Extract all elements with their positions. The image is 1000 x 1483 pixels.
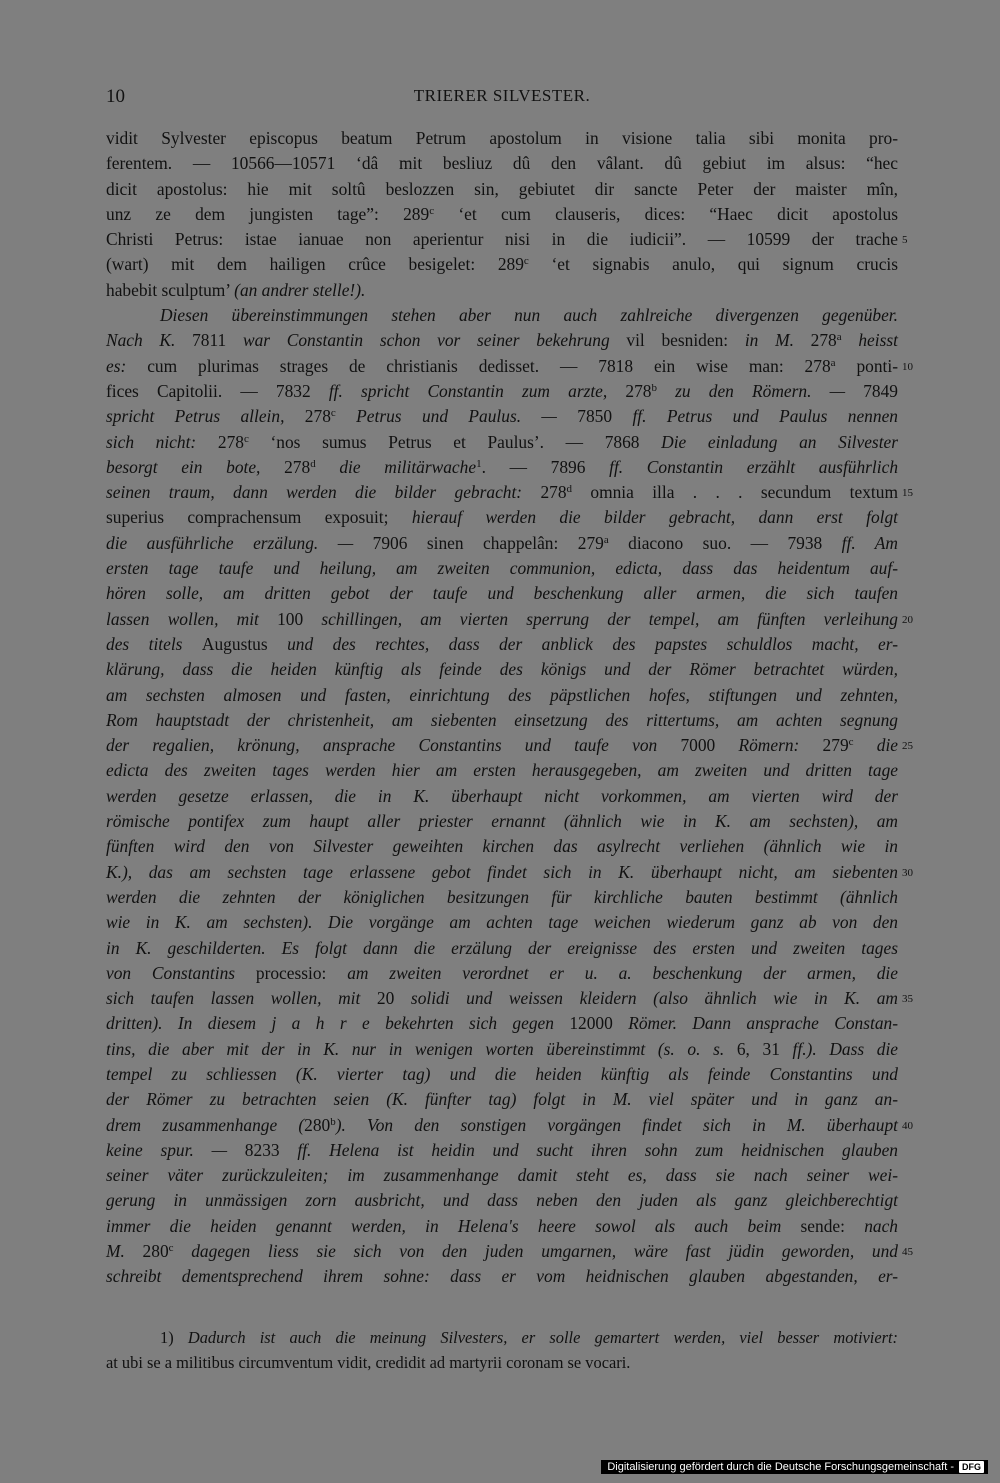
text-run: 20 <box>376 988 411 1009</box>
text-run: ff. Am <box>841 532 898 553</box>
text-line <box>106 303 898 328</box>
text-run: vil besniden: <box>626 330 745 351</box>
text-run: ff. Helena ist heidin und sucht ihren sohn zum heidnischen glauben <box>297 1139 898 1160</box>
superscript: c <box>848 736 854 749</box>
text-run: ff. spricht Constantin zum arzte, <box>328 380 626 401</box>
text-run: die <box>853 735 898 756</box>
text-line <box>106 834 898 859</box>
superscript: c <box>429 204 435 217</box>
text-run: die militärwache <box>315 456 477 477</box>
text-run: edicta des zweiten tages werden hier am ersten herausgegeben, am zweiten und dritten tage <box>106 760 898 781</box>
text-run: werden gesetze erlassen, die in K. überhaupt nicht vorkommen, am vierten wird der <box>106 785 898 806</box>
text-run: zu den Römern. — <box>657 380 864 401</box>
text-run: 7000 <box>680 735 739 756</box>
text-run: sich taufen lassen wollen, mit <box>106 988 377 1009</box>
text-line <box>106 809 898 834</box>
text-line <box>106 505 898 530</box>
text-run: (an andrer stelle!). <box>234 279 366 300</box>
line-number: 35 <box>902 993 913 1006</box>
text-run: unz ze dem jungisten tage”: 289 <box>106 203 430 224</box>
text-run: cum plurimas strages de christianis dedisset. — 7818 ein wise man: 278 <box>147 355 831 376</box>
text-run: 6, 31 <box>736 1038 793 1059</box>
text-run: am zweiten verordnet er u. a. beschenkung der armen, die <box>347 962 898 983</box>
superscript: c <box>243 432 249 445</box>
line-number: 25 <box>902 740 913 753</box>
text-line <box>106 1239 898 1264</box>
text-run: Nach K. <box>106 330 193 351</box>
text-line <box>106 278 898 303</box>
text-run: ff. Constantin erzählt ausführlich <box>609 456 899 477</box>
text-run: 7811 <box>192 330 243 351</box>
text-line <box>106 430 898 455</box>
text-run: at ubi se a militibus circumventum vidit, credidit ad martyrii coronam se vocari. <box>106 1353 631 1372</box>
text-run: lassen wollen, mit <box>106 608 278 629</box>
text-line <box>106 1214 898 1239</box>
text-run: ‘et signabis anulo, qui signum crucis <box>528 254 899 275</box>
text-run: ersten tage taufe und heilung, am zweiten communion, edicta, dass das heidentum auf- <box>106 558 898 579</box>
text-line <box>106 531 898 556</box>
text-line <box>106 784 898 809</box>
text-run: und des rechtes, dass der anblick des papstes schuldlos macht, er- <box>287 633 898 654</box>
text-run: vidit Sylvester episcopus beatum Petrum apostolum in visione talia sibi monita pro- <box>106 128 898 148</box>
text-run: ). Von den sonstigen vorgängen findet sich in M. überhaupt <box>335 1114 898 1135</box>
text-run: es: <box>106 355 148 376</box>
text-run: von Constantins <box>106 962 256 983</box>
line-number: 15 <box>902 487 913 500</box>
text-run: Petrus und Paulus. — <box>335 406 578 427</box>
text-run: 7849 <box>863 380 898 401</box>
text-line <box>106 885 898 910</box>
superscript: c <box>330 407 336 420</box>
text-run: diacono suo. — 7938 <box>608 532 842 553</box>
page-header <box>106 86 898 110</box>
footnote-line <box>106 1325 898 1350</box>
line-number: 45 <box>902 1246 913 1259</box>
text-line <box>106 1113 898 1138</box>
text-line <box>106 683 898 708</box>
text-line <box>106 910 898 935</box>
digitization-credit <box>601 1460 988 1474</box>
text-run: M. <box>106 1241 143 1262</box>
text-run: am sechsten almosen und fasten, einrichtung des päpstlichen hofes, stiftungen und zehnten, <box>106 684 898 705</box>
text-run: Christi Petrus: istae ianuae non aperientur nisi in die iudicii”. — 10599 der trache <box>106 229 898 250</box>
text-run: dritten). In diesem j a h r e bekehrten sich gegen <box>106 1013 570 1034</box>
text-run: sich nicht: <box>106 431 218 452</box>
text-run: immer die heiden genannt werden, in Helena's heere sowol als auch beim <box>106 1215 801 1236</box>
text-run: 8233 <box>244 1139 298 1160</box>
text-run: ‘et cum clauseris, dices: “Haec dicit apostolus <box>434 203 899 224</box>
text-run: der regalien, krönung, ansprache Constantins und taufe von <box>106 735 681 756</box>
text-run: keine spur. — <box>106 1139 245 1160</box>
dfg-logo: DFG <box>959 1461 984 1473</box>
footnotes <box>106 1325 898 1375</box>
text-run: gerung in unmässigen zorn ausbricht, und dass neben den juden als ganz gleichberechtigt <box>106 1190 898 1211</box>
text-run: in M. <box>744 330 811 351</box>
text-run: habebit sculptum’ <box>106 279 235 300</box>
superscript: b <box>651 381 657 394</box>
text-run: war Constantin schon vor seiner bekehrung <box>242 330 627 351</box>
text-run: Augustus <box>201 633 288 654</box>
body-text <box>106 126 898 1290</box>
text-run: 278 <box>810 330 837 351</box>
text-line <box>106 860 898 885</box>
text-line <box>106 936 898 961</box>
text-line <box>106 1264 898 1289</box>
text-run: 280 <box>142 1241 169 1262</box>
text-run: seinen traum, dann werden die bilder gebracht: <box>106 482 541 503</box>
text-line <box>106 1037 898 1062</box>
text-run: ponti- <box>835 355 898 376</box>
text-run: schreibt dementsprechend ihrem sohne: dass er vom heidnischen glauben abgestanden, er- <box>106 1266 898 1287</box>
text-run: dagegen liess sie sich von den juden umgarnen, wäre fast jüdin geworden, und <box>173 1241 898 1262</box>
text-line <box>106 607 898 632</box>
text-line <box>106 986 898 1011</box>
text-run: Dadurch ist auch die meinung Silvesters, er solle gemartert werden, viel besser motiviert: <box>187 1328 898 1347</box>
superscript: d <box>566 483 573 496</box>
text-line <box>106 404 898 429</box>
text-run: in K. geschilderten. Es folgt dann die erzälung der ereignisse des ersten und zweiten tages <box>106 937 898 958</box>
text-run: omnia illa . . . secundum textum <box>572 482 898 503</box>
superscript: c <box>168 1242 174 1255</box>
text-run: sende: <box>800 1215 865 1236</box>
text-run: drem zusammenhange ( <box>106 1114 305 1135</box>
text-run: fices Capitolii. — 7832 <box>106 380 329 401</box>
text-run: nach <box>864 1215 898 1236</box>
text-line <box>106 733 898 758</box>
text-run: der Römer zu betrachten seien (K. fünfter tag) folgt in M. viel später und in ganz an- <box>106 1089 898 1110</box>
text-run: hören solle, am dritten gebot der taufe und beschenkung aller armen, die sich taufen <box>106 583 898 604</box>
text-run: 278 <box>625 380 652 401</box>
text-run: . — 7896 <box>481 456 610 477</box>
text-run: 278 <box>540 482 567 503</box>
text-run: spricht Petrus allein, <box>106 406 305 427</box>
text-run: ff.). Dass die <box>792 1038 898 1059</box>
text-line <box>106 202 898 227</box>
text-run: ferentem. — 10566—10571 ‘dâ mit besliuz dû den vâlant. dû gebiut im alsus: “hec <box>106 153 898 174</box>
text-line <box>106 581 898 606</box>
text-run: 12000 <box>569 1013 629 1034</box>
text-run: 1) <box>160 1328 188 1347</box>
superscript: 1 <box>476 457 482 470</box>
text-line <box>106 126 898 151</box>
text-run: schillingen, am vierten sperrung der tempel, am fünften verleihung <box>321 608 898 629</box>
text-run: 7906 sinen chappelân: 279 <box>372 532 604 553</box>
running-title: TRIERER SILVESTER. <box>413 86 591 105</box>
text-run: hierauf werden die bilder gebracht, dann erst folgt <box>411 507 898 528</box>
text-run: Rom hauptstadt der christenheit, am siebenten einsetzung des rittertums, am achten segnung <box>106 709 898 730</box>
credit-text: Digitalisierung gefördert durch die Deutsche Forschungsgemeinschaft - <box>607 1461 954 1473</box>
text-run: klärung, dass die heiden künftig als feinde des königs und der Römer betrachtet würden, <box>106 659 898 680</box>
text-line <box>106 354 898 379</box>
text-run: ‘nos sumus Petrus et Paulus’. — 7868 <box>248 431 662 452</box>
page-number: 10 <box>106 86 125 107</box>
line-number: 30 <box>902 866 913 879</box>
text-run: (wart) mit dem hailigen crûce besigelet: 289 <box>106 254 524 275</box>
text-line <box>106 177 898 202</box>
text-line <box>106 379 898 404</box>
text-run: Römer. Dann ansprache Constan- <box>628 1013 899 1034</box>
text-run: römische pontifex zum haupt aller priester ernannt (ähnlich wie in K. am sechsten), am <box>106 811 898 832</box>
line-number: 5 <box>902 234 908 247</box>
text-line <box>106 151 898 176</box>
text-run: processio: <box>255 962 348 983</box>
text-run: heisst <box>841 330 898 351</box>
text-run: K.), das am sechsten tage erlassene gebot findet sich in K. überhaupt nicht, am siebenten <box>106 861 898 882</box>
text-line <box>106 252 898 277</box>
line-number: 40 <box>902 1119 913 1132</box>
text-line <box>106 708 898 733</box>
text-run: seiner väter zurückzuleiten; im zusammenhange damit steht es, dass sie nach seiner wei- <box>106 1165 898 1186</box>
text-line <box>106 657 898 682</box>
text-line <box>106 758 898 783</box>
text-run: superius comprachensum exposuit; <box>106 507 412 528</box>
text-run: 278 <box>284 456 311 477</box>
text-line <box>106 1087 898 1112</box>
footnote-line <box>106 1350 898 1375</box>
text-run: die ausführliche erzälung. — <box>106 532 373 553</box>
text-run: tins, die aber mit der in K. nur in wenigen worten übereinstimmt (s. o. s. <box>106 1038 737 1059</box>
superscript: a <box>830 356 836 369</box>
text-run: 280 <box>304 1114 331 1135</box>
text-run: werden die zehnten der königlichen besitzungen für kirchliche bauten bestimmt (ähnlich <box>106 886 898 907</box>
text-run: tempel zu schliessen (K. vierter tag) und die heiden künftig als feinde Constantins und <box>106 1063 898 1084</box>
text-line <box>106 1138 898 1163</box>
superscript: c <box>523 255 529 268</box>
text-line <box>106 455 898 480</box>
line-number: 10 <box>902 360 913 373</box>
text-run: solidi und weissen kleidern (also ähnlich wie in K. am <box>410 988 898 1009</box>
text-run: 278 <box>304 406 331 427</box>
text-line <box>106 556 898 581</box>
text-line <box>106 632 898 657</box>
superscript: a <box>603 533 609 546</box>
text-run: Römern: <box>738 735 823 756</box>
text-run: 278 <box>217 431 244 452</box>
text-line <box>106 1062 898 1087</box>
text-line <box>106 1011 898 1036</box>
superscript: b <box>330 1115 336 1128</box>
text-run: fünften wird den von Silvester geweihten kirchen das asylrecht verliehen (ähnlich wie in <box>106 836 898 857</box>
superscript: d <box>310 457 316 470</box>
text-run: ff. Petrus und Paulus nennen <box>632 406 898 427</box>
text-run: besorgt ein bote, <box>106 456 285 477</box>
text-run: des titels <box>106 633 202 654</box>
text-run: 7850 <box>577 406 633 427</box>
line-number: 20 <box>902 613 913 626</box>
text-line <box>106 1163 898 1188</box>
text-line <box>106 961 898 986</box>
text-run: wie in K. am sechsten). Die vorgänge am achten tage weichen wiederum ganz ab von den <box>106 912 898 933</box>
text-run: 279 <box>822 735 849 756</box>
text-line <box>106 227 898 252</box>
text-run: Diesen übereinstimmungen stehen aber nun auch zahlreiche divergenzen gegenüber. <box>160 305 898 326</box>
text-line <box>106 328 898 353</box>
text-line <box>106 1188 898 1213</box>
text-run: 100 <box>277 608 322 629</box>
text-run: Die einladung an Silvester <box>661 431 899 452</box>
superscript: a <box>836 331 842 344</box>
text-run: dicit apostolus: hie mit soltû beslozzen sin, gebiutet dir sancte Peter der maister mîn, <box>106 178 898 199</box>
text-line <box>106 480 898 505</box>
